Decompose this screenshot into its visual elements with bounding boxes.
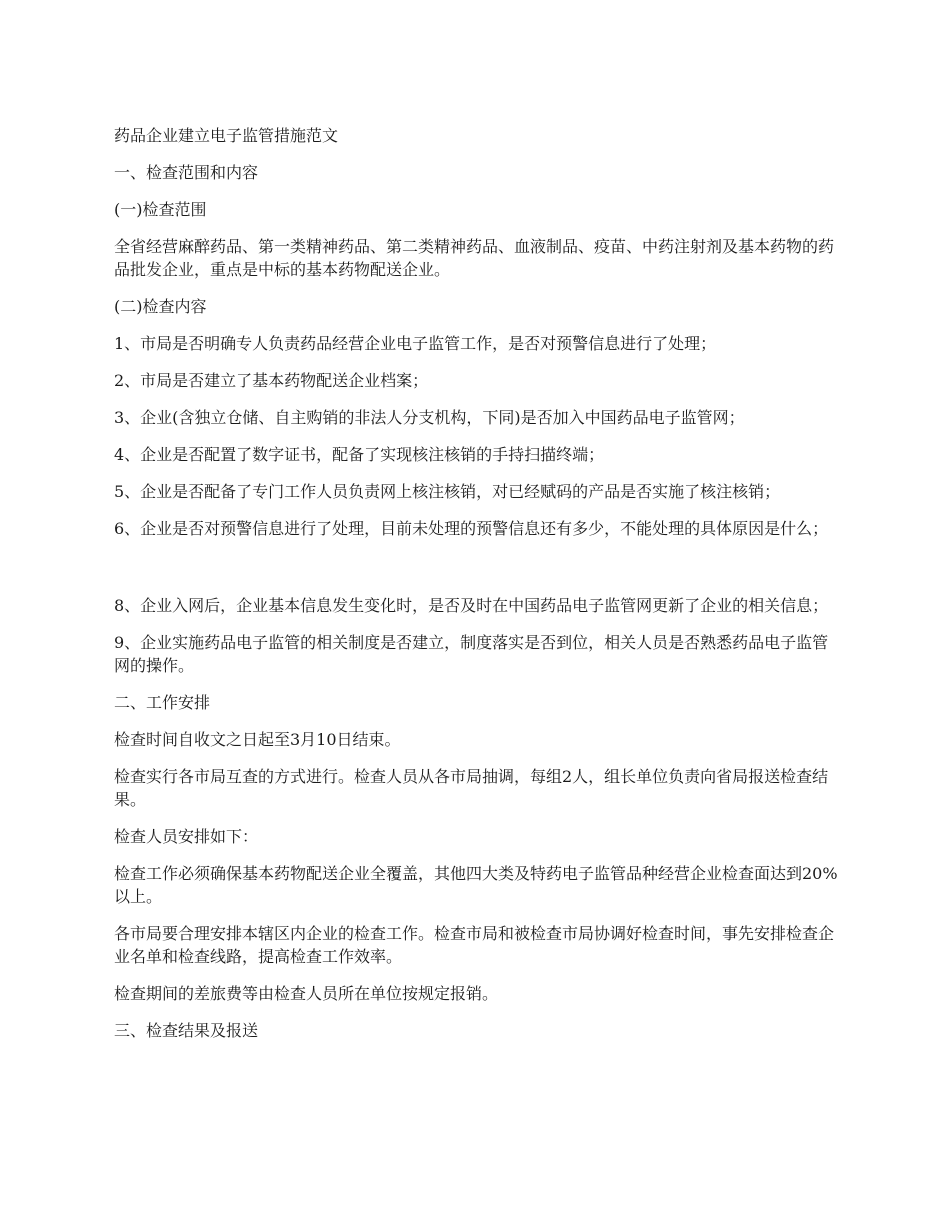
list-item-8: 8、企业入网后，企业基本信息发生变化时，是否及时在中国药品电子监管网更新了企业的相关信息； [114, 596, 829, 615]
section-heading-3: 三、检查结果及报送 [114, 1021, 259, 1040]
paragraph-schedule: 检查时间自收文之日起至3月10日结束。 [114, 730, 401, 749]
document-page [114, 124, 840, 1056]
paragraph-method: 检查实行各市局互查的方式进行。检查人员从各市局抽调，每组2人，组长单位负责向省局报送检查结果。 [114, 767, 829, 809]
list-item-2: 2、市局是否建立了基本药物配送企业档案； [114, 371, 429, 390]
list-item-4: 4、企业是否配置了数字证书，配备了实现核注核销的手持扫描终端； [114, 445, 605, 464]
section-heading-1: 一、检查范围和内容 [114, 163, 259, 182]
subsection-heading-content: (二)检查内容 [114, 297, 207, 316]
paragraph-arrangement: 各市局要合理安排本辖区内企业的检查工作。检查市局和被检查市局协调好检查时间，事先安排检查企业名单和检查线路，提高检查工作效率。 [114, 924, 835, 966]
paragraph-coverage: 检查工作必须确保基本药物配送企业全覆盖，其他四大类及特药电子监管品种经营企业检查面达到20%以上。 [114, 864, 838, 906]
list-item-6: 6、企业是否对预警信息进行了处理，目前未处理的预警信息还有多少，不能处理的具体原因是什么； [114, 519, 829, 538]
section-heading-2: 二、工作安排 [114, 693, 211, 712]
list-item-3: 3、企业(含独立仓储、自主购销的非法人分支机构，下同)是否加入中国药品电子监管网； [114, 408, 745, 427]
blank-space [114, 554, 840, 594]
document-title: 药品企业建立电子监管措施范文 [114, 126, 339, 145]
paragraph-staff: 检查人员安排如下： [114, 827, 259, 846]
paragraph-scope: 全省经营麻醉药品、第一类精神药品、第二类精神药品、血液制品、疫苗、中药注射剂及基本药物的药品批发企业，重点是中标的基本药物配送企业。 [114, 237, 835, 279]
list-item-5: 5、企业是否配备了专门工作人员负责网上核注核销，对已经赋码的产品是否实施了核注核销； [114, 482, 781, 501]
paragraph-expenses: 检查期间的差旅费等由检查人员所在单位按规定报销。 [114, 984, 499, 1003]
subsection-heading-scope: (一)检查范围 [114, 200, 207, 219]
list-item-1: 1、市局是否明确专人负责药品经营企业电子监管工作，是否对预警信息进行了处理； [114, 334, 717, 353]
list-item-9: 9、企业实施药品电子监管的相关制度是否建立，制度落实是否到位，相关人员是否熟悉药品电子监管网的操作。 [114, 633, 829, 675]
